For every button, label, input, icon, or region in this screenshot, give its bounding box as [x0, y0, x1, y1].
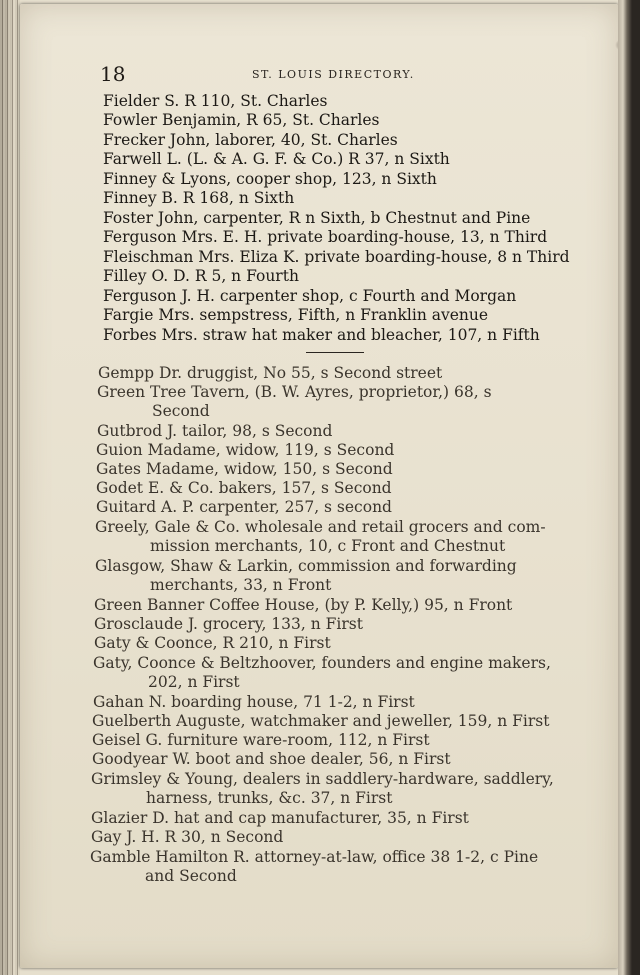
entry-text: Greely, Gale & Co. wholesale and retail grocers and com- [95, 518, 546, 536]
entry-fielder: Fielder S. R 110, St. Charles [103, 92, 328, 110]
entry-text: Guelberth Auguste, watchmaker and jeweller, 159, n First [92, 712, 550, 730]
page-stack-edge [0, 0, 20, 975]
entry-text: Gempp Dr. druggist, No 55, s Second street [98, 364, 443, 382]
entry-text: Geisel G. furniture ware-room, 112, n First [92, 731, 430, 749]
entry-gaty-coonce-beltzhoover [93, 654, 551, 693]
entry-guelberth [92, 712, 549, 731]
entry-guitard [96, 498, 392, 517]
entry-text: Guitard A. P. carpenter, 257, s second [96, 498, 392, 516]
entry-godet [96, 479, 392, 498]
entry-filley: Filley O. D. R 5, n Fourth [103, 267, 299, 285]
entry-ferguson-jh: Ferguson J. H. carpenter shop, c Fourth and Morgan [103, 287, 517, 305]
entry-text: Green Banner Coffee House, (by P. Kelly,) 95, n Front [94, 596, 513, 614]
entry-glasgow [95, 557, 517, 596]
entry-continuation: Second [152, 402, 210, 421]
entry-gutbrod [97, 422, 332, 441]
entry-grosclaude [94, 615, 363, 634]
running-head: ST. LOUIS DIRECTORY. [252, 68, 415, 81]
entry-fleischman: Fleischman Mrs. Eliza K. private boarding-house, 8 n Third [103, 248, 570, 266]
entry-text: Gamble Hamilton R. attorney-at-law, office 38 1-2, c Pine [90, 848, 539, 866]
entry-text: Godet E. & Co. bakers, 157, s Second [96, 479, 392, 497]
entry-forbes: Forbes Mrs. straw hat maker and bleacher, 107, n Fifth [103, 326, 540, 344]
entry-grimsley [91, 770, 554, 809]
entry-continuation: 202, n First [148, 673, 240, 692]
entry-gamble [90, 848, 538, 887]
entry-text: Guion Madame, widow, 119, s Second [96, 441, 395, 459]
entry-continuation: harness, trunks, &c. 37, n First [146, 789, 393, 808]
entry-greely [95, 518, 546, 557]
entry-text: Grimsley & Young, dealers in saddlery-hardware, saddlery, [91, 770, 554, 788]
entry-continuation: and Second [145, 867, 237, 886]
entry-continuation: merchants, 33, n Front [150, 576, 332, 595]
entry-text: Glasgow, Shaw & Larkin, commission and forwarding [95, 557, 517, 575]
entry-text: Gahan N. boarding house, 71 1-2, n First [93, 693, 415, 711]
entry-continuation: mission merchants, 10, c Front and Chestnut [150, 537, 506, 556]
entry-text: Grosclaude J. grocery, 133, n First [94, 615, 363, 633]
entry-geisel [92, 731, 430, 750]
entry-text: Gaty, Coonce & Beltzhoover, founders and engine makers, [93, 654, 551, 672]
entry-finney-lyons: Finney & Lyons, cooper shop, 123, n Sixth [103, 170, 437, 188]
entry-gates [96, 460, 393, 479]
entry-fowler: Fowler Benjamin, R 65, St. Charles [103, 111, 380, 129]
entry-green-tree [97, 383, 492, 422]
entry-text: Gutbrod J. tailor, 98, s Second [97, 422, 333, 440]
entry-frecker: Frecker John, laborer, 40, St. Charles [103, 131, 398, 149]
entry-ferguson-mrs: Ferguson Mrs. E. H. private boarding-house, 13, n Third [103, 228, 548, 246]
section-divider [306, 352, 364, 353]
entry-gempp [98, 364, 442, 383]
book-spine-edge [618, 0, 640, 975]
entry-foster: Foster John, carpenter, R n Sixth, b Chestnut and Pine [103, 209, 531, 227]
page-number: 18 [100, 62, 126, 86]
entry-gaty-coonce [94, 634, 331, 653]
entry-fargie: Fargie Mrs. sempstress, Fifth, n Franklin avenue [103, 306, 489, 324]
entry-guion [96, 441, 394, 460]
entry-text: Gates Madame, widow, 150, s Second [96, 460, 393, 478]
entry-text: Goodyear W. boot and shoe dealer, 56, n First [92, 750, 451, 768]
entry-farwell: Farwell L. (L. & A. G. F. & Co.) R 37, n Sixth [103, 150, 450, 168]
entry-gay [91, 828, 283, 847]
entry-text: Glazier D. hat and cap manufacturer, 35, n First [91, 809, 469, 827]
entry-finney-b: Finney B. R 168, n Sixth [103, 189, 295, 207]
entry-text: Gay J. H. R 30, n Second [91, 828, 284, 846]
page-header [100, 62, 520, 90]
entry-green-banner [94, 596, 512, 615]
entry-goodyear [92, 750, 451, 769]
entry-glazier [91, 809, 469, 828]
entry-gahan [93, 693, 415, 712]
entry-text: Gaty & Coonce, R 210, n First [94, 634, 331, 652]
entry-text: Green Tree Tavern, (B. W. Ayres, proprietor,) 68, s [97, 383, 492, 401]
